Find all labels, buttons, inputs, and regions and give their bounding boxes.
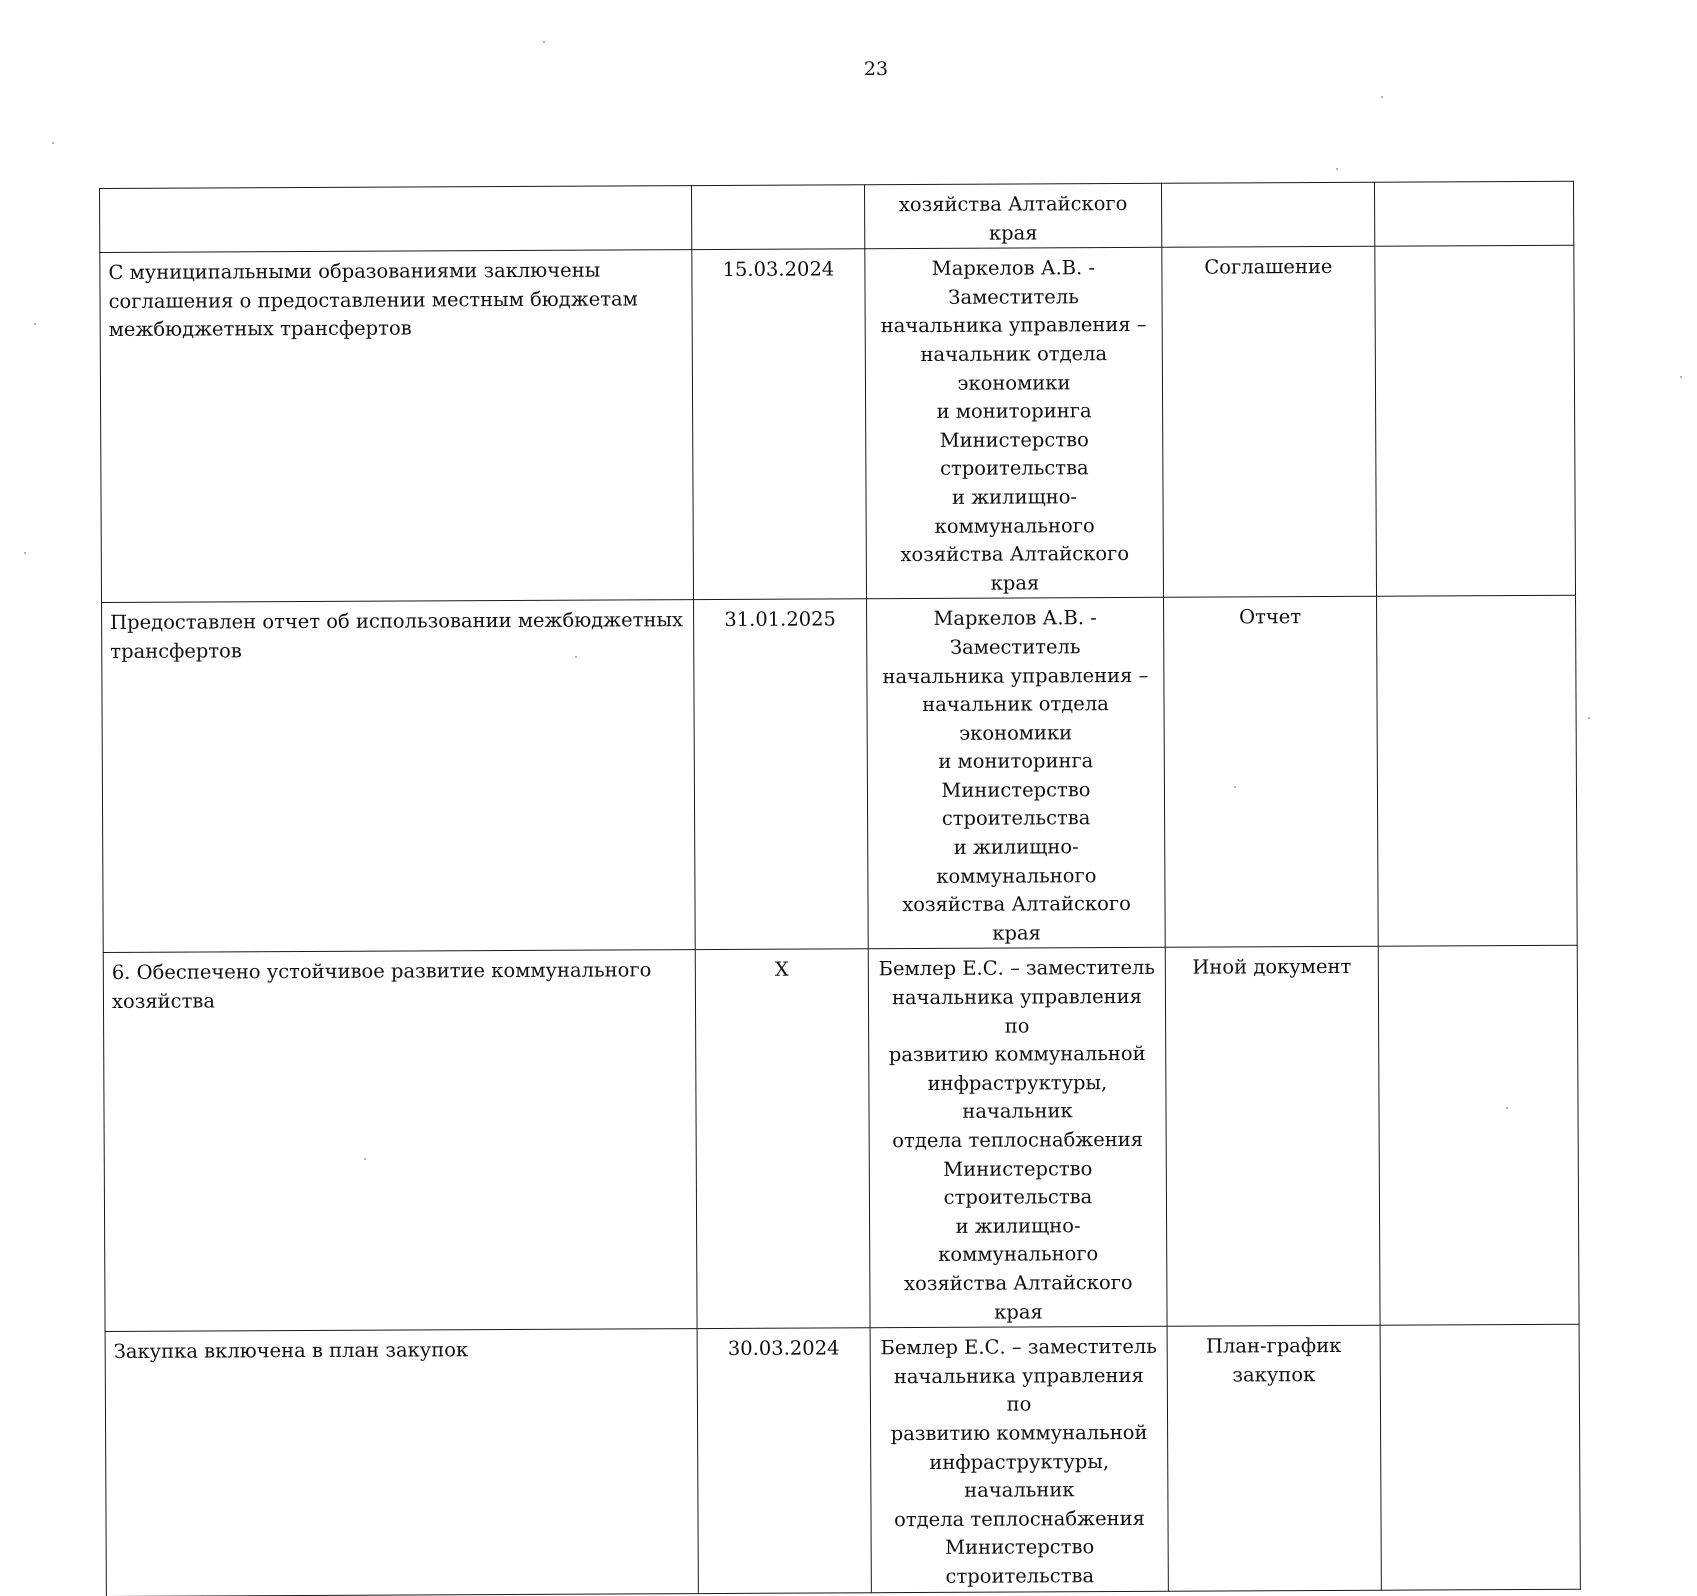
scan-speck [52,142,54,144]
responsible-cell: хозяйства Алтайского края [864,183,1161,249]
date-cell: 15.03.2024 [692,249,867,600]
responsible-cell: Маркелов А.В. - Заместитель начальника управления – начальник отдела экономики и мониторинга Министерство строительства и жилищно-коммунального хозяйства Алтайского края [867,598,1166,950]
document-type-cell: План-график закупок [1167,1325,1381,1590]
date-cell: Х [695,949,870,1329]
table-row [100,245,1576,602]
result-cell [100,186,692,253]
table-row [102,596,1578,953]
page-number: 23 [863,58,889,80]
table-row [100,181,1574,252]
extra-cell [1380,1324,1580,1589]
table-row [103,946,1579,1332]
scan-speck [1680,376,1682,378]
responsible-cell: Бемлер Е.С. – заместитель начальника управления по развитию коммунальной инфраструктуры, начальник отдела теплоснабжения Министерство строительства и жилищно-коммунального хозяйства Алтайского края [868,948,1167,1328]
scan-speck [364,1158,366,1160]
date-cell [691,185,864,250]
scan-speck [543,41,545,43]
scan-speck [1588,717,1590,719]
result-cell: Закупка включена в план закупок [105,1329,698,1596]
extra-cell [1377,596,1578,947]
result-cell: 6. Обеспечено устойчивое развитие коммунального хозяйства [103,950,697,1332]
scan-speck [1381,96,1383,98]
extra-cell [1374,181,1573,246]
result-cell: Предоставлен отчет об использовании межбюджетных трансфертов [102,600,696,953]
extra-cell [1378,946,1579,1326]
document-type-cell: Отчет [1164,597,1379,948]
responsible-cell: Бемлер Е.С. – заместитель начальника управления по развитию коммунальной инфраструктуры, начальник отдела теплоснабжения Министерство строительства [870,1326,1168,1592]
result-cell: С муниципальными образованиями заключены соглашения о предоставлении местным бюджетам межбюджетных трансфертов [100,250,694,603]
date-cell: 30.03.2024 [697,1328,871,1593]
responsible-cell: Маркелов А.В. - Заместитель начальника управления – начальник отдела экономики и мониторинга Министерство строительства и жилищно-коммунального хозяйства Алтайского края [865,247,1164,599]
scan-speck [1506,1107,1508,1109]
scan-speck [34,323,36,325]
scan-speck [24,552,26,554]
table-row [105,1324,1580,1596]
scan-speck [1336,168,1338,170]
document-type-cell: Иной документ [1165,947,1380,1327]
scan-speck [1234,786,1236,788]
document-type-cell [1161,182,1374,247]
plan-table [99,181,1581,1596]
extra-cell [1375,245,1576,596]
date-cell: 31.01.2025 [694,599,869,950]
document-type-cell: Соглашение [1162,246,1377,597]
scan-speck [575,656,577,658]
